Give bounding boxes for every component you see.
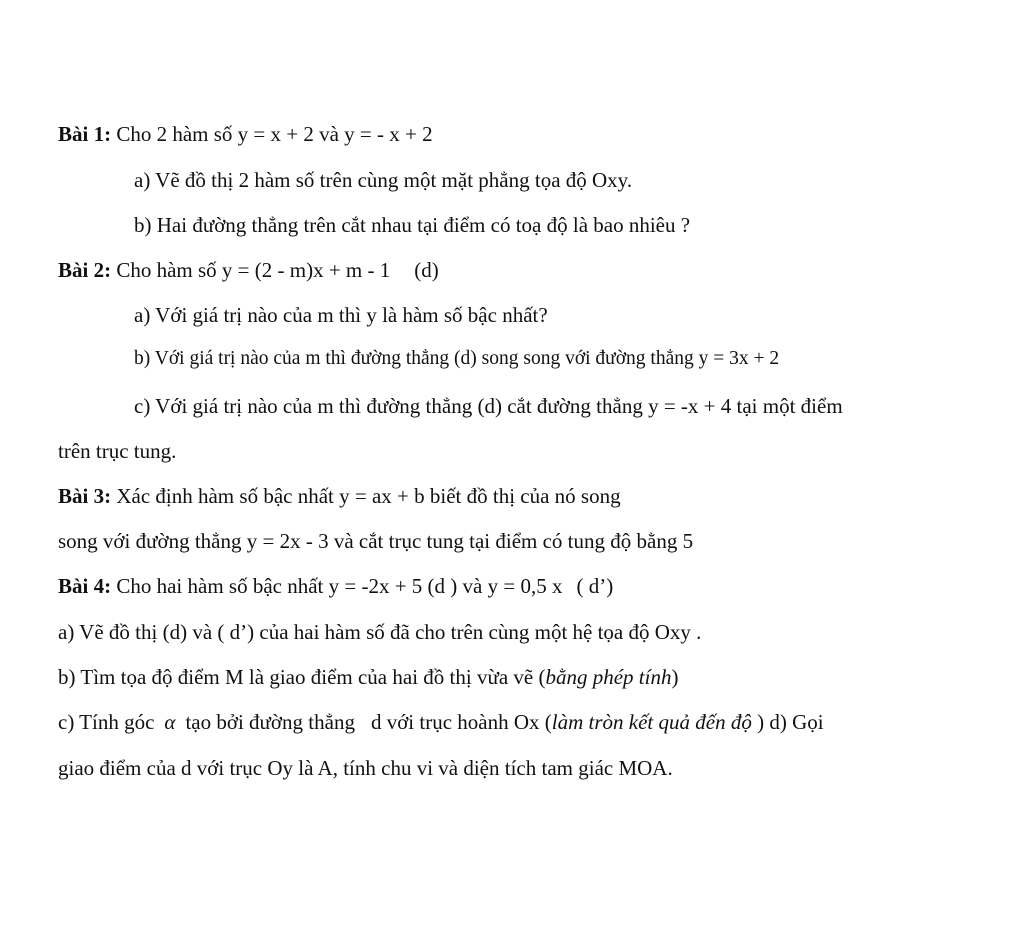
bai4-part-c-start: c) Tính góc <box>58 710 155 734</box>
bai3-heading <box>58 483 621 509</box>
bai2-part-a: a) Với giá trị nào của m thì y là hàm số bậc nhất? <box>134 303 548 327</box>
bai4-heading <box>58 573 613 599</box>
alpha-symbol: α <box>164 710 176 734</box>
bai3-label: Bài 3: <box>58 484 112 508</box>
bai1-text: Cho 2 hàm số y = x + 2 và y = - x + 2 <box>116 122 433 146</box>
bai4-part-c <box>58 709 824 735</box>
bai4-part-b <box>58 664 678 690</box>
bai4-part-b-text: b) Tìm tọa độ điểm M là giao điểm của hai đồ thị vừa vẽ ( <box>58 665 546 689</box>
bai2-part-c-line2: trên trục tung. <box>58 439 177 463</box>
bai1-part-b: b) Hai đường thẳng trên cắt nhau tại điểm có toạ độ là bao nhiêu ? <box>134 213 691 237</box>
bai4-text: Cho hai hàm số bậc nhất y = -2x + 5 (d ) và y = 0,5 x <box>116 574 563 598</box>
bai4-part-b-italic: bằng phép tính <box>545 665 672 689</box>
bai4-tag: ( d’) <box>576 574 614 598</box>
bai4-part-c-mid2: d với trục hoành Ox ( <box>370 710 552 734</box>
bai2-heading <box>58 257 439 283</box>
bai4-part-a: a) Vẽ đồ thị (d) và ( d’) của hai hàm số đã cho trên cùng một hệ tọa độ Oxy . <box>58 620 702 644</box>
bai2-part-b: b) Với giá trị nào của m thì đường thẳng (d) song song với đường thẳng y = 3x + 2 <box>134 348 780 369</box>
bai3-line2: song với đường thẳng y = 2x - 3 và cắt trục tung tại điểm có tung độ bằng 5 <box>58 529 694 553</box>
bai2-tag: (d) <box>414 258 439 282</box>
bai1-label: Bài 1: <box>58 122 112 146</box>
bai2-label: Bài 2: <box>58 258 112 282</box>
bai4-part-c-end: ) d) Gọi <box>757 710 824 734</box>
bai4-part-c-italic: làm tròn kết quả đến độ <box>551 710 752 734</box>
bai1-heading <box>58 121 433 147</box>
bai1-part-a: a) Vẽ đồ thị 2 hàm số trên cùng một mặt phẳng tọa độ Oxy. <box>134 168 633 192</box>
bai4-label: Bài 4: <box>58 574 112 598</box>
bai4-part-c-mid1: tạo bởi đường thẳng <box>185 710 355 734</box>
bai4-part-b-end: ) <box>671 665 679 689</box>
bai3-line1: Xác định hàm số bậc nhất y = ax + b biết đồ thị của nó song <box>116 484 621 508</box>
bai2-text: Cho hàm số y = (2 - m)x + m - 1 <box>116 258 391 282</box>
bai4-part-d: giao điểm của d với trục Oy là A, tính chu vi và diện tích tam giác MOA. <box>58 756 673 780</box>
bai2-part-c-line1: c) Với giá trị nào của m thì đường thẳng (d) cắt đường thẳng y = -x + 4 tại một điểm <box>134 394 843 418</box>
